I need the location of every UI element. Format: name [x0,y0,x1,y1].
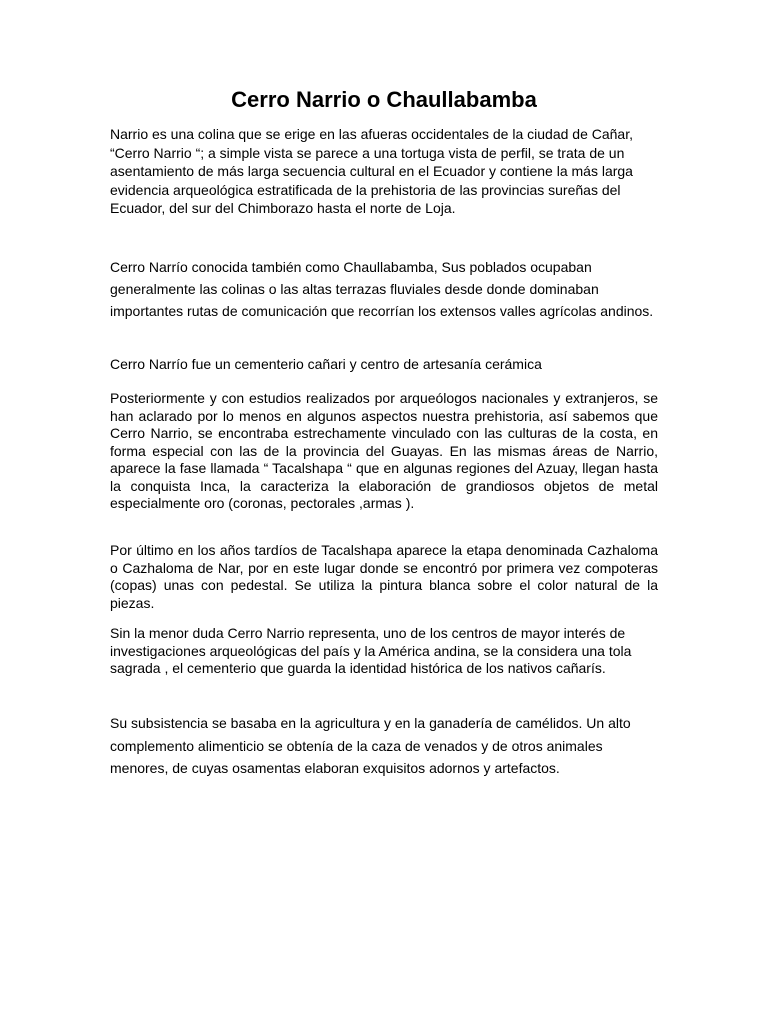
paragraph-2: Cerro Narrío conocida también como Chaullabamba, Sus poblados ocupaban generalmente las colinas o las altas terrazas fluviales desde donde dominaban importantes rutas de comunicación que recorrían los extensos valles agrícolas andinos. [110,259,654,319]
paragraph-1: Narrio es una colina que se erige en las afueras occidentales de la ciudad de Cañar, “Cerro Narrio “; a simple vista se parece a una tortuga vista de perfil, se trata de un asentamiento de más larga secuencia cultural en el Ecuador y contiene la más larga evidencia arqueológica estratificada de la prehistoria de las provincias sureñas del Ecuador, del sur del Chimborazo hasta el norte de Loja. [110,126,633,216]
paragraph-7: Su subsistencia se basaba en la agricultura y en la ganadería de camélidos. Un alto complemento alimenticio se obtenía de la caza de venados y de otros animales menores, de cuyas osamentas elaboran exquisitos adornos y artefactos. [110,715,631,776]
paragraph-6: Sin la menor duda Cerro Narrio representa, uno de los centros de mayor interés de investigaciones arqueológicas del país y la América andina, se la considera una tola sagrada , el cementerio que guarda la identidad histórica de los nativos cañarís. [110,625,632,676]
paragraph-5: Por último en los años tardíos de Tacalshapa aparece la etapa denominada Cazhaloma o Cazhaloma de Nar, por en este lugar donde se encontró por primera vez compoteras (copas) unas con pedestal. Se utiliza la pintura blanca sobre el color natural de la piezas. [110,542,658,611]
paragraph-4: Posteriormente y con estudios realizados por arqueólogos nacionales y extranjeros, se han aclarado por lo menos en algunos aspectos nuestra prehistoria, así sabemos que Cerro Narrio, se encontraba estrechamente vinculado con las culturas de la costa, en forma especial con las de la provincia del Guayas. En las mismas áreas de Narrio, aparece la fase llamada “ Tacalshapa “ que en algunas regiones del Azuay, llegan hasta la conquista Inca, la caracteriza la elaboración de grandiosos objetos de metal especialmente oro (coronas, pectorales ,armas ). [110,390,658,511]
page-title: Cerro Narrio o Chaullabamba [231,87,537,112]
paragraph-3: Cerro Narrío fue un cementerio cañari y centro de artesanía cerámica [110,356,542,372]
